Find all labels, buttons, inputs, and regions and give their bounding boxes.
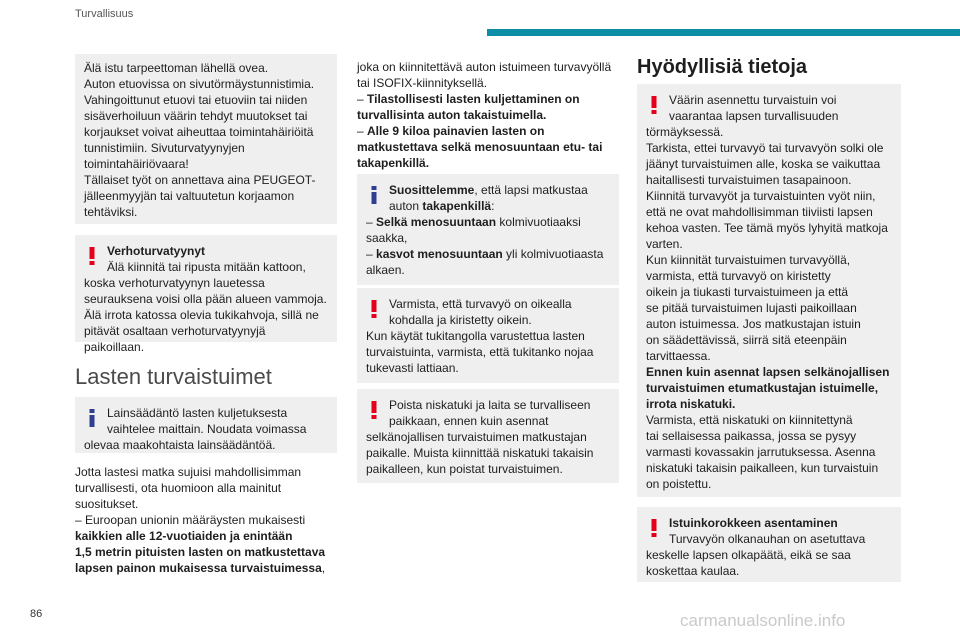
text-line: oikein ja tiukasti turvaistuimeen ja että xyxy=(646,285,849,299)
text-line: turvallisinta auton takaistuimella. xyxy=(357,108,547,122)
text-line: toimintahäiriövaara! xyxy=(84,157,189,171)
text-line: Ennen kuin asennat lapsen selkänojallisen xyxy=(646,365,890,379)
text-line: turvaistuinta, varmista, että tukitanko nojaa xyxy=(366,345,594,359)
text-line: Turvavyön olkanauhan on asetuttava xyxy=(669,532,866,546)
text-line: paikalle. Muista kiinnittää niskatuki takaisin xyxy=(366,446,594,460)
legislation-info-box xyxy=(75,397,337,453)
text-line: korjaukset voivat aiheuttaa toimintahäiriöitä xyxy=(84,125,314,139)
text-line: – Alle 9 kiloa painavien lasten on xyxy=(357,124,545,138)
section-heading-child-seats: Lasten turvaistuimet xyxy=(75,364,272,389)
text-line: olevaa maakohtaista lainsäädäntöä. xyxy=(84,438,276,452)
text-line: Varmista, että niskatuki on kiinnitettynä xyxy=(646,413,853,427)
text-line: Älä istu tarpeettoman lähellä ovea. xyxy=(84,61,269,75)
booster-seat-warning-box xyxy=(637,507,901,582)
text-line: kehoa vasten. Tee tämä myös lyhyitä matkoja xyxy=(646,221,888,235)
text-line: se pitää turvaistuimen lujasti paikoillaan xyxy=(646,301,857,315)
text-line: suositukset. xyxy=(75,497,139,511)
text-line: tai sellaisessa paikassa, jossa se pysyy xyxy=(646,429,857,443)
curtain-airbag-warning-box xyxy=(75,235,337,354)
text-line: jäänyt turvaistuimen alle, koska se vaikuttaa xyxy=(646,157,881,171)
text-line: irrota niskatuki. xyxy=(646,397,736,411)
text-line: Väärin asennettu turvaistuin voi xyxy=(669,93,837,107)
warning-exclamation-icon xyxy=(648,518,660,538)
text-line: tehtäviksi. xyxy=(84,205,138,219)
text-line: varmista, että turvavyö on kiristetty xyxy=(646,269,831,283)
text-line: Kun kiinnität turvaistuimen turvavyöllä, xyxy=(646,253,851,267)
text-line: 1,5 metrin pituisten lasten on matkustettava xyxy=(75,545,326,559)
text-line: Varmista, että turvavyö on oikealla xyxy=(389,297,572,311)
header-accent-bar xyxy=(487,29,960,36)
text-line: – Tilastollisesti lasten kuljettaminen on xyxy=(357,92,580,106)
text-line: kaikkien alle 12-vuotiaiden ja enintään xyxy=(75,529,293,543)
warning-exclamation-icon xyxy=(368,400,380,420)
text-line: varmasti kovassakin jarrutuksessa. Asenna xyxy=(646,445,876,459)
warning-title: Verhoturvatyynyt xyxy=(107,244,206,258)
headrest-warning-box xyxy=(357,389,619,483)
warning-exclamation-icon xyxy=(648,95,660,115)
text-line: – Selkä menosuuntaan kolmivuotiaaksi xyxy=(366,215,581,229)
text-line: koska verhoturvatyynyn lauetessa xyxy=(84,276,265,290)
text-line: joka on kiinnitettävä auton istuimeen turvavyöllä xyxy=(357,60,612,74)
text-line: Poista niskatuki ja laita se turvalliseen xyxy=(389,398,591,412)
warning-exclamation-icon xyxy=(368,299,380,319)
section-title: Turvallisuus xyxy=(75,8,134,20)
text-line: paikalleen, kun poistat turvaistuimen. xyxy=(366,462,563,476)
text-line: Kiinnitä turvavyöt ja turvaistuinten vyöt niin, xyxy=(646,189,876,203)
text-line: Lainsäädäntö lasten kuljetuksesta xyxy=(107,406,288,420)
text-line: pitävät osaltaan verhoturvatyynyjä paikoillaan. xyxy=(84,324,266,354)
text-line: paikkaan, ennen kuin asennat xyxy=(389,414,549,428)
text-line: Kun käytät tukitangolla varustettua lasten xyxy=(366,329,585,343)
text-line: on säädettävissä, siirrä sitä eteenpäin xyxy=(646,333,847,347)
text-line: vaarantaa lapsen turvallisuuden xyxy=(669,109,839,123)
section-heading-useful-info: Hyödyllisiä tietoja xyxy=(637,56,808,78)
text-line: Älä kiinnitä tai ripusta mitään kattoon, xyxy=(107,260,306,274)
text-line: Tarkista, ettei turvavyö tai turvavyön solki ole xyxy=(646,141,884,155)
text-line: niskatuki takaisin paikalleen, kun turvaistuin xyxy=(646,461,879,475)
door-warning-box xyxy=(75,54,337,224)
middle-body-text xyxy=(357,59,622,171)
text-line: turvallisesti, ota huomioon alla mainitut xyxy=(75,481,282,495)
text-line: alkaen. xyxy=(366,263,405,277)
text-line: tunnistimiin. Sivuturvatyynyjen xyxy=(84,141,245,155)
text-line: auton istuimessa. Jos matkustajan istuin xyxy=(646,317,861,331)
text-line: Auton etuovissa on sivutörmäystunnistimia. xyxy=(84,77,315,91)
left-body-text xyxy=(75,464,340,576)
warning-exclamation-icon xyxy=(86,246,98,266)
text-line: – Euroopan unionin määräysten mukaisesti xyxy=(75,513,306,527)
text-line: Tällaiset työt on annettava aina PEUGEOT- xyxy=(84,173,316,187)
info-icon xyxy=(86,408,98,428)
text-line: matkustettava selkä menosuuntaan etu- tai xyxy=(357,140,603,154)
text-line: selkänojallisen turvaistuimen matkustajan xyxy=(366,430,587,444)
text-line: jälleenmyyjän tai valtuutetun korjaamon xyxy=(84,189,295,203)
warning-title: Istuinkorokkeen asentaminen xyxy=(669,516,838,530)
text-line: seurauksena voisi olla pään alueen vammoja. xyxy=(84,292,327,306)
text-line: on poistettu. xyxy=(646,477,712,491)
seatbelt-warning-box xyxy=(357,288,619,383)
text-line: koskettaa kaulaa. xyxy=(646,564,740,578)
page-number: 86 xyxy=(30,608,43,620)
text-line: haitallisesti turvaistuimen tasapainoon. xyxy=(646,173,852,187)
watermark: carmanualsonline.info xyxy=(680,611,846,630)
text-line: takapenkillä. xyxy=(357,156,430,170)
text-line: Älä irrota katossa olevia tukikahvoja, sillä ne xyxy=(84,308,319,322)
text-line: tukevasti lattiaan. xyxy=(366,361,459,375)
text-line: – kasvot menosuuntaan yli kolmivuotiaasta xyxy=(366,247,604,261)
recommendation-info-box xyxy=(357,174,619,285)
text-line: Vahingoittunut etuovi tai etuoviin tai niiden xyxy=(84,93,308,107)
text-line: Suosittelemme, että lapsi matkustaa xyxy=(389,183,588,197)
text-line: Jotta lastesi matka sujuisi mahdollisimman xyxy=(75,465,302,479)
text-line: törmäyksessä. xyxy=(646,125,724,139)
text-line: että ne ovat mahdollisimman tiiviisti lapsen xyxy=(646,205,873,219)
text-line: vaihtelee maittain. Noudata voimassa xyxy=(107,422,307,436)
text-line: kohdalla ja kiristetty oikein. xyxy=(389,313,532,327)
text-line: tarvittaessa. xyxy=(646,349,711,363)
text-line: varten. xyxy=(646,237,683,251)
useful-info-warning-box xyxy=(637,84,901,497)
info-icon xyxy=(368,185,380,205)
text-line: turvaistuimen etumatkustajan istuimelle, xyxy=(646,381,879,395)
text-line: lapsen painon mukaisessa turvaistuimessa, xyxy=(75,561,326,575)
text-line: sisäverhoiluun väärin tehdyt muutokset tai xyxy=(84,109,308,123)
text-line: keskelle lapsen olkapäätä, eikä se saa xyxy=(646,548,851,562)
text-line: tai ISOFIX-kiinnityksellä. xyxy=(357,76,488,90)
text-line: saakka, xyxy=(366,231,408,245)
text-line: auton takapenkillä: xyxy=(389,199,495,213)
